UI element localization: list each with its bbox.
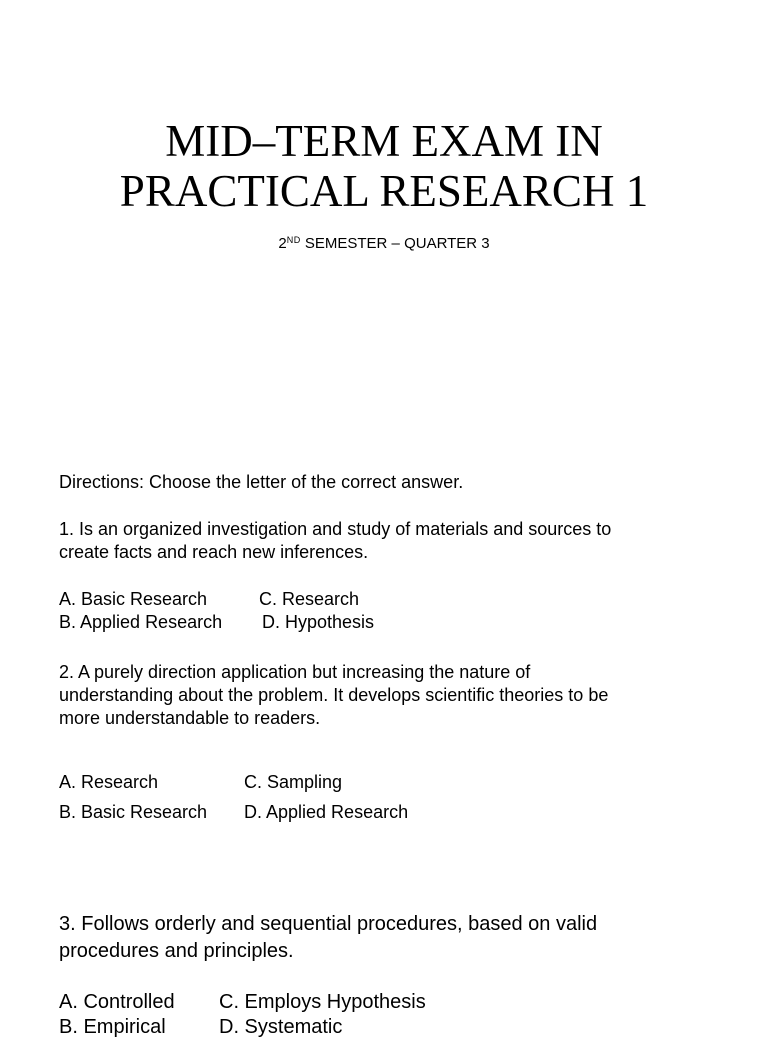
question-1-choice-c: C. Research <box>259 589 360 609</box>
semester-ordinal-suffix: ND <box>286 235 301 245</box>
question-1-choice-b: B. Applied Research <box>59 612 223 632</box>
question-1-choice-d: D. Hypothesis <box>262 612 375 632</box>
question-3-line-1: 3. Follows orderly and sequential procedures, based on valid <box>59 913 598 935</box>
question-3-line-2: procedures and principles. <box>59 940 294 962</box>
question-1-line-2: create facts and reach new inferences. <box>59 542 369 562</box>
question-2-choice-b: B. Basic Research <box>59 802 208 822</box>
question-1-line-1: 1. Is an organized investigation and study of materials and sources to <box>59 519 612 539</box>
question-1-choice-a: A. Basic Research <box>59 589 208 609</box>
question-2-choice-a: A. Research <box>59 772 159 792</box>
question-2-line-3: more understandable to readers. <box>59 708 321 728</box>
question-2-line-1: 2. A purely direction application but increasing the nature of <box>59 662 531 682</box>
exam-title-line-1: MID–TERM EXAM IN <box>165 116 603 166</box>
semester-number: 2 <box>278 235 287 252</box>
directions-text: Directions: Choose the letter of the correct answer. <box>59 472 464 492</box>
question-3-choice-b: B. Empirical <box>59 1016 166 1038</box>
question-3-choice-a: A. Controlled <box>59 991 175 1013</box>
question-3-choice-d: D. Systematic <box>219 1016 343 1038</box>
question-2-choice-c: C. Sampling <box>244 772 343 792</box>
exam-title-line-2: PRACTICAL RESEARCH 1 <box>119 166 649 216</box>
semester-quarter-text: SEMESTER – QUARTER 3 <box>300 235 490 252</box>
question-3-choice-c: C. Employs Hypothesis <box>219 991 426 1013</box>
exam-subtitle <box>0 230 768 254</box>
question-2-line-2: understanding about the problem. It develops scientific theories to be <box>59 685 609 705</box>
question-2-choice-d: D. Applied Research <box>244 802 409 822</box>
